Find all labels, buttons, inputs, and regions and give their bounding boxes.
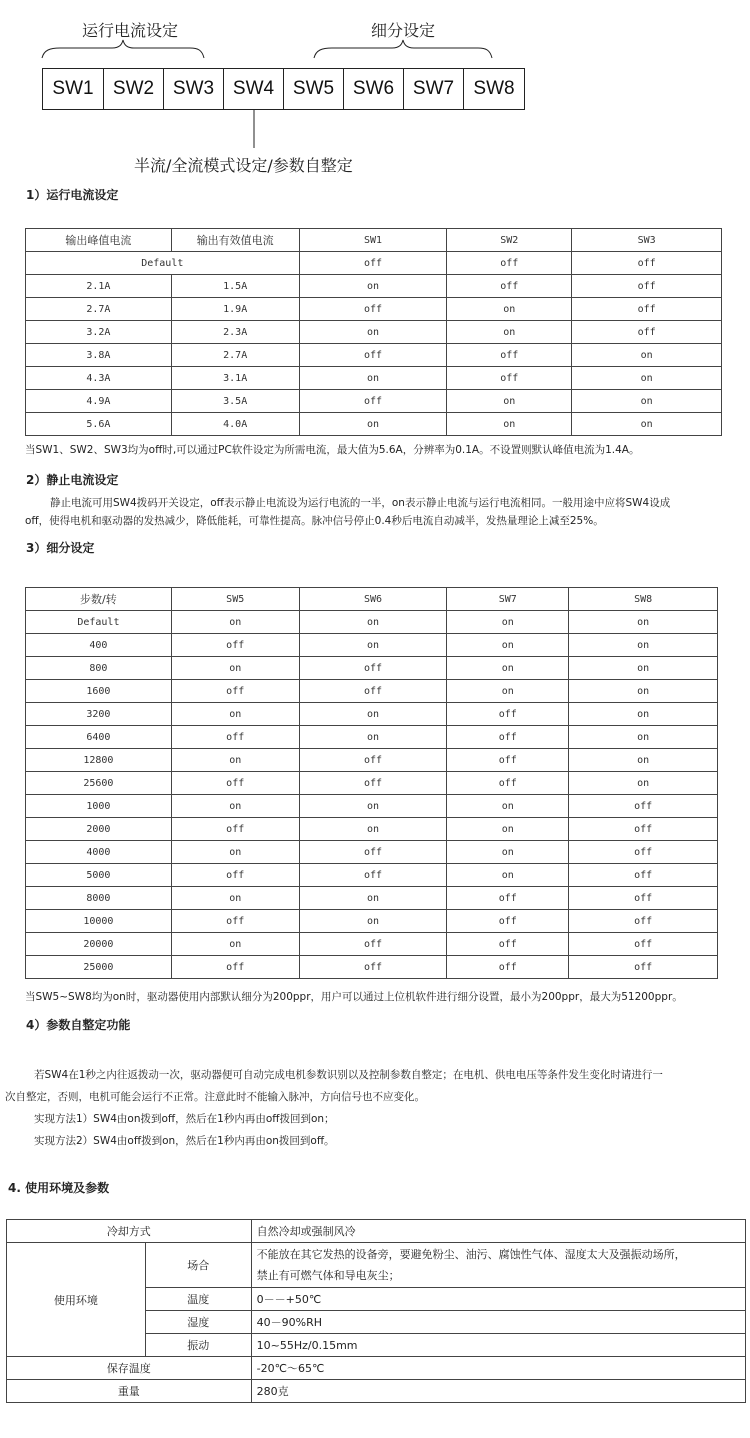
section2-text-line1: 静止电流可用SW4拨码开关设定，off表示静止电流设为运行电流的一半，on表示静止电流与运行电流相同。一般用途中应将SW4设成 bbox=[50, 497, 671, 509]
table-cell: on bbox=[299, 910, 447, 933]
humidity-value: 40－90%RH bbox=[251, 1311, 745, 1334]
default-label: Default bbox=[26, 252, 300, 275]
header-rms-current: 输出有效值电流 bbox=[171, 229, 299, 252]
table-cell: 800 bbox=[26, 657, 172, 680]
table-cell: on bbox=[447, 413, 572, 436]
table-cell: on bbox=[572, 390, 722, 413]
table-cell: off bbox=[171, 680, 299, 703]
table-cell: on bbox=[171, 657, 299, 680]
table-cell: off bbox=[569, 818, 718, 841]
table-cell: on bbox=[569, 657, 718, 680]
table-cell: off bbox=[447, 933, 569, 956]
table-cell: 20000 bbox=[26, 933, 172, 956]
table-row bbox=[26, 933, 718, 956]
table-cell: off bbox=[299, 933, 447, 956]
table-cell: 5000 bbox=[26, 864, 172, 887]
table-cell: off bbox=[569, 956, 718, 979]
table-cell: off bbox=[171, 956, 299, 979]
table-cell: off bbox=[299, 657, 447, 680]
table-cell: 25000 bbox=[26, 956, 172, 979]
table-row bbox=[26, 680, 718, 703]
table-cell: on bbox=[447, 634, 569, 657]
table-cell: on bbox=[171, 703, 299, 726]
header-peak-current: 输出峰值电流 bbox=[26, 229, 172, 252]
section4-text-line1: 若SW4在1秒之内往返拨动一次，驱动器便可自动完成电机参数识别以及控制参数自整定；在电机、供电电压等条件发生变化时请进行一 bbox=[34, 1069, 663, 1081]
table-cell: 4000 bbox=[26, 841, 172, 864]
header-sw5: SW5 bbox=[171, 588, 299, 611]
table-cell: on bbox=[171, 933, 299, 956]
sw6-cell: SW6 bbox=[344, 69, 404, 109]
header-sw8: SW8 bbox=[569, 588, 718, 611]
section4-text-line2: 次自整定，否则，电机可能会运行不正常。注意此时不能输入脉冲，方向信号也不应变化。 bbox=[5, 1091, 425, 1103]
table-cell: off bbox=[569, 933, 718, 956]
sw8-cell: SW8 bbox=[473, 78, 515, 99]
table-cell: on bbox=[447, 611, 569, 634]
table-row bbox=[26, 887, 718, 910]
place-label: 场合 bbox=[145, 1243, 251, 1288]
weight-value: 280克 bbox=[251, 1380, 745, 1403]
table-cell: off bbox=[171, 726, 299, 749]
table-cell: off bbox=[171, 910, 299, 933]
cooling-value: 自然冷却或强制风冷 bbox=[251, 1220, 745, 1243]
table-cell: on bbox=[299, 703, 447, 726]
header-sw1: SW1 bbox=[299, 229, 447, 252]
table-cell: off bbox=[171, 634, 299, 657]
table-cell: on bbox=[569, 703, 718, 726]
table-cell: on bbox=[171, 749, 299, 772]
table-cell: 1.5A bbox=[171, 275, 299, 298]
table-row-cooling bbox=[7, 1220, 746, 1243]
table-cell: on bbox=[447, 864, 569, 887]
storage-value: -20℃～65℃ bbox=[251, 1357, 745, 1380]
table-row bbox=[26, 344, 722, 367]
table-cell: 400 bbox=[26, 634, 172, 657]
table-row bbox=[26, 703, 718, 726]
table-cell: off bbox=[171, 772, 299, 795]
table-cell: 2.7A bbox=[171, 344, 299, 367]
table-row bbox=[26, 390, 722, 413]
section5-heading: 4. 使用环境及参数 bbox=[8, 1181, 110, 1195]
table-cell: on bbox=[447, 298, 572, 321]
dip-switch-row bbox=[42, 68, 525, 110]
table-cell: off bbox=[299, 344, 447, 367]
table-cell: 3200 bbox=[26, 703, 172, 726]
table-row bbox=[26, 726, 718, 749]
table-cell: 1600 bbox=[26, 680, 172, 703]
table-cell: on bbox=[569, 772, 718, 795]
table-cell: on bbox=[572, 367, 722, 390]
header-sw6: SW6 bbox=[299, 588, 447, 611]
table-row bbox=[26, 841, 718, 864]
table-cell: off bbox=[299, 864, 447, 887]
brace-run-current bbox=[42, 40, 204, 58]
weight-label: 重量 bbox=[7, 1380, 252, 1403]
microstep-table bbox=[25, 587, 718, 979]
table-cell: off bbox=[569, 864, 718, 887]
run-current-table bbox=[25, 228, 722, 436]
header-sw2: SW2 bbox=[447, 229, 572, 252]
table-cell: off bbox=[447, 910, 569, 933]
table-cell: on bbox=[299, 818, 447, 841]
table-cell: on bbox=[171, 611, 299, 634]
table-cell: on bbox=[171, 841, 299, 864]
table-cell: 4.0A bbox=[171, 413, 299, 436]
table-row bbox=[26, 749, 718, 772]
table-cell: off bbox=[569, 795, 718, 818]
table-cell: on bbox=[447, 680, 569, 703]
table-cell: off bbox=[572, 298, 722, 321]
sw5-cell: SW5 bbox=[284, 69, 344, 109]
table-cell: 3.8A bbox=[26, 344, 172, 367]
header-sw7: SW7 bbox=[447, 588, 569, 611]
place-value bbox=[251, 1243, 745, 1288]
sw2-cell: SW2 bbox=[104, 69, 164, 109]
table-cell: on bbox=[447, 795, 569, 818]
table-cell: on bbox=[447, 841, 569, 864]
table-cell: 5.6A bbox=[26, 413, 172, 436]
section3-note: 当SW5~SW8均为on时，驱动器使用内部默认细分为200ppr，用户可以通过上位机软件进行细分设置，最小为200ppr，最大为51200ppr。 bbox=[25, 991, 683, 1003]
table-cell: off bbox=[447, 772, 569, 795]
method2-text: 实现方法2）SW4由off拨到on，然后在1秒内再由on拨回到off。 bbox=[34, 1135, 335, 1147]
table-header-row bbox=[26, 229, 722, 252]
table-row-storage bbox=[7, 1357, 746, 1380]
table-cell: on bbox=[299, 795, 447, 818]
table-cell: on bbox=[299, 367, 447, 390]
table-cell: off bbox=[569, 910, 718, 933]
table-cell: 2.3A bbox=[171, 321, 299, 344]
sw4-cell: SW4 bbox=[224, 69, 284, 109]
humidity-label: 湿度 bbox=[145, 1311, 251, 1334]
table-cell: on bbox=[299, 887, 447, 910]
table-cell: off bbox=[569, 887, 718, 910]
table-cell: off bbox=[171, 864, 299, 887]
table-row bbox=[26, 367, 722, 390]
table-cell: 6400 bbox=[26, 726, 172, 749]
table-row bbox=[26, 275, 722, 298]
table-row bbox=[26, 910, 718, 933]
table-row bbox=[26, 864, 718, 887]
table-cell: off bbox=[299, 749, 447, 772]
table-cell: 2.7A bbox=[26, 298, 172, 321]
table-cell: off bbox=[447, 887, 569, 910]
table-cell: on bbox=[572, 344, 722, 367]
section3-heading: 3）细分设定 bbox=[26, 541, 95, 555]
table-cell: on bbox=[569, 634, 718, 657]
table-cell: off bbox=[447, 367, 572, 390]
table-cell: off bbox=[447, 344, 572, 367]
table-cell: off bbox=[447, 956, 569, 979]
table-cell: on bbox=[299, 611, 447, 634]
table-row-default bbox=[26, 252, 722, 275]
table-cell: 2.1A bbox=[26, 275, 172, 298]
table-cell: off bbox=[447, 275, 572, 298]
place-value-line1: 不能放在其它发热的设备旁，要避免粉尘、油污、腐蚀性气体、湿度太大及强振动场所， bbox=[256, 1248, 686, 1261]
header-sw3: SW3 bbox=[572, 229, 722, 252]
table-cell: off bbox=[299, 841, 447, 864]
section2-heading: 2）静止电流设定 bbox=[26, 473, 119, 487]
temperature-value: 0－－+50℃ bbox=[251, 1288, 745, 1311]
table-cell: off bbox=[447, 703, 569, 726]
table-cell: on bbox=[569, 680, 718, 703]
table-row bbox=[26, 321, 722, 344]
temperature-label: 温度 bbox=[145, 1288, 251, 1311]
brace-microstep bbox=[314, 40, 492, 58]
storage-label: 保存温度 bbox=[7, 1357, 252, 1380]
table-row bbox=[26, 818, 718, 841]
table-cell: off bbox=[569, 841, 718, 864]
vibration-value: 10~55Hz/0.15mm bbox=[251, 1334, 745, 1357]
table-cell: 2000 bbox=[26, 818, 172, 841]
table-cell: on bbox=[569, 726, 718, 749]
table-cell: on bbox=[572, 413, 722, 436]
table-cell: off bbox=[572, 321, 722, 344]
header-steps: 步数/转 bbox=[26, 588, 172, 611]
table-row bbox=[26, 795, 718, 818]
table-header-row bbox=[26, 588, 718, 611]
table-cell: off bbox=[299, 252, 447, 275]
section2-text-line2: off，使得电机和驱动器的发热减少，降低能耗，可靠性提高。脉冲信号停止0.4秒后电流自动减半，发热量理论上减至25%。 bbox=[25, 515, 604, 527]
table-cell: Default bbox=[26, 611, 172, 634]
environment-table bbox=[6, 1219, 746, 1403]
table-cell: off bbox=[447, 252, 572, 275]
table-cell: on bbox=[299, 275, 447, 298]
table-cell: on bbox=[299, 634, 447, 657]
place-value-line2: 禁止有可燃气体和导电灰尘； bbox=[256, 1269, 400, 1282]
table-cell: 12800 bbox=[26, 749, 172, 772]
table-cell: off bbox=[447, 749, 569, 772]
group-label-microstep: 细分设定 bbox=[371, 21, 436, 40]
vibration-label: 振动 bbox=[145, 1334, 251, 1357]
table-cell: 1.9A bbox=[171, 298, 299, 321]
table-cell: off bbox=[299, 298, 447, 321]
table-cell: 3.2A bbox=[26, 321, 172, 344]
table-row bbox=[26, 298, 722, 321]
table-cell: 1000 bbox=[26, 795, 172, 818]
table-cell: 25600 bbox=[26, 772, 172, 795]
table-cell: off bbox=[171, 818, 299, 841]
table-cell: 3.1A bbox=[171, 367, 299, 390]
table-cell: on bbox=[299, 726, 447, 749]
section4-heading: 4）参数自整定功能 bbox=[26, 1018, 131, 1032]
sw1-cell: SW1 bbox=[43, 69, 104, 109]
method1-text: 实现方法1）SW4由on拨到off，然后在1秒内再由off拨回到on； bbox=[34, 1113, 335, 1125]
table-cell: off bbox=[572, 275, 722, 298]
table-cell: on bbox=[447, 657, 569, 680]
table-cell: 8000 bbox=[26, 887, 172, 910]
section1-note: 当SW1、SW2、SW3均为off时,可以通过PC软件设定为所需电流，最大值为5.6A，分辨率为0.1A。不设置则默认峰值电流为1.4A。 bbox=[25, 444, 640, 456]
table-row bbox=[26, 657, 718, 680]
table-row bbox=[26, 611, 718, 634]
table-cell: 10000 bbox=[26, 910, 172, 933]
table-cell: off bbox=[299, 956, 447, 979]
table-row bbox=[26, 956, 718, 979]
environment-label: 使用环境 bbox=[7, 1243, 146, 1357]
table-cell: 3.5A bbox=[171, 390, 299, 413]
sw4-function-label: 半流/全流模式设定/参数自整定 bbox=[134, 156, 353, 175]
table-cell: 4.3A bbox=[26, 367, 172, 390]
table-cell: on bbox=[447, 390, 572, 413]
table-cell: on bbox=[569, 611, 718, 634]
table-cell: on bbox=[447, 818, 569, 841]
group-label-run-current: 运行电流设定 bbox=[82, 21, 179, 40]
table-cell: off bbox=[299, 390, 447, 413]
cooling-label: 冷却方式 bbox=[7, 1220, 252, 1243]
sw3-cell: SW3 bbox=[164, 69, 224, 109]
table-row-place bbox=[7, 1243, 746, 1288]
table-row bbox=[26, 772, 718, 795]
table-cell: on bbox=[299, 321, 447, 344]
table-row-weight bbox=[7, 1380, 746, 1403]
table-row bbox=[26, 413, 722, 436]
table-cell: on bbox=[299, 413, 447, 436]
table-cell: on bbox=[447, 321, 572, 344]
table-cell: on bbox=[171, 795, 299, 818]
table-cell: on bbox=[569, 749, 718, 772]
table-row bbox=[26, 634, 718, 657]
table-cell: off bbox=[299, 680, 447, 703]
table-cell: on bbox=[171, 887, 299, 910]
table-cell: off bbox=[447, 726, 569, 749]
sw7-cell: SW7 bbox=[404, 69, 464, 109]
table-cell: 4.9A bbox=[26, 390, 172, 413]
section1-heading: 1）运行电流设定 bbox=[26, 188, 119, 202]
table-cell: off bbox=[299, 772, 447, 795]
table-cell: off bbox=[572, 252, 722, 275]
